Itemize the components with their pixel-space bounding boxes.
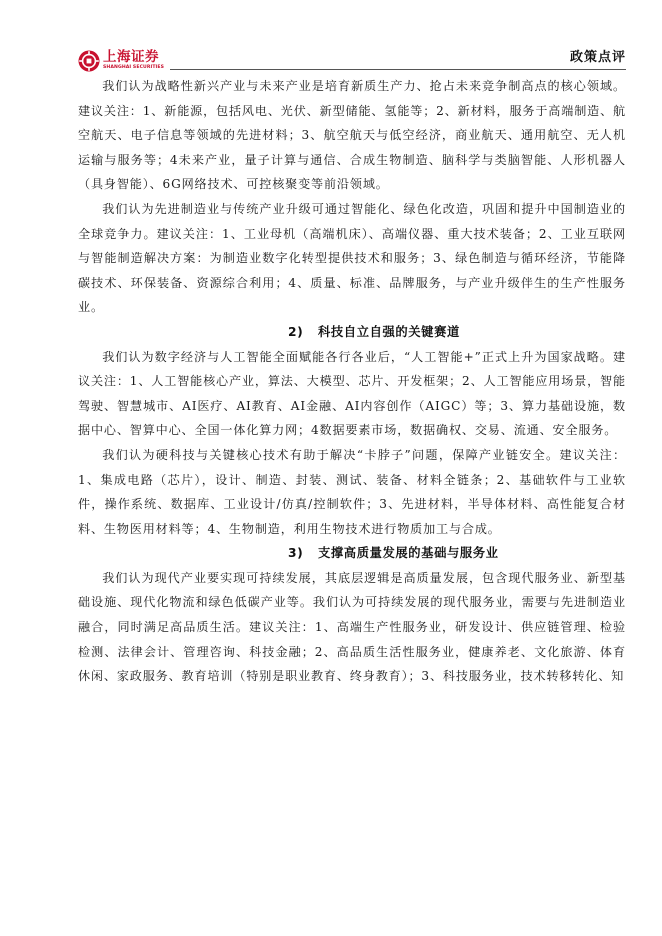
paragraph-emerging-industries: 我们认为战略性新兴产业与未来产业是培育新质生产力、抢占未来竞争制高点的核心领域。建议关注：1、新能源，包括风电、光伏、新型储能、氢能等；2、新材料，服务于高端制造、航空航天、电子信息等领域的先进材料；3、航空航天与低空经济，商业航天、通用航空、无人机运输与服务等；4未来产业，量子计算与通信、合成生物制造、脑科学与类脑智能、人形机器人（具身智能）、6G网络技术、可控核聚变等前沿领域。 (78, 79, 626, 192)
report-body (78, 74, 626, 689)
section-heading-3-title: 支撑高质量发展的基础与服务业 (318, 546, 499, 561)
company-logo (78, 50, 164, 72)
paragraph-advanced-manufacturing: 我们认为先进制造业与传统产业升级可通过智能化、绿色化改造，巩固和提升中国制造业的全球竞争力。建议关注：1、工业母机（高端机床）、高端仪器、重大技术装备；2、工业互联网与智能制造解决方案：为制造业数字化转型提供技术和服务；3、绿色制造与循环经济，节能降碳技术、环保装备、资源综合利用；4、质量、标准、品牌服务，与产业升级伴生的生产性服务业。 (78, 201, 626, 315)
paragraph-modern-services: 我们认为现代产业要实现可持续发展，其底层逻辑是高质量发展，包含现代服务业、新型基础设施、现代化物流和绿色低碳产业等。我们认为可持续发展的现代服务业，需要与先进制造业融合，同时满足高品质生活。建议关注：1、高端生产性服务业，研发设计、供应链管理、检验检测、法律会计、管理咨询、科技金融；2、高品质生活性服务业，健康养老、文化旅游、体育休闲、家政服务、教育培训（特别是职业教育、终身教育）；3、科技服务业，技术转移转化、知 (78, 570, 626, 684)
report-type-label: 政策点评 (569, 50, 626, 65)
paragraph-digital-economy-ai: 我们认为数字经济与人工智能全面赋能各行各业后，“人工智能+”正式上升为国家战略。建议关注：1、人工智能核心产业，算法、大模型、芯片、开发框架；2、人工智能应用场景，智能驾驶、智慧城市、AI医疗、AI教育、AI金融、AI内容创作（AIGC）等；3、算力基础设施，数据中心、智算中心、全国一体化算力网；4数据要素市场，数据确权、交易、流通、安全服务。 (78, 349, 626, 438)
section-heading-3-number: 3) (288, 546, 304, 561)
section-heading-2-number: 2) (288, 324, 304, 339)
section-heading-3 (78, 541, 626, 566)
page-header (78, 44, 626, 74)
header-divider (170, 69, 626, 70)
logo-english-name: SHANGHAI SECURITIES (103, 65, 165, 71)
logo-chinese-name: 上海证券 (103, 48, 159, 65)
section-heading-2-title: 科技自立自强的关键赛道 (318, 324, 460, 339)
section-heading-2 (78, 320, 626, 345)
paragraph-hard-tech: 我们认为硬科技与关键核心技术有助于解决“卡脖子”问题，保障产业链安全。建议关注：1、集成电路（芯片），设计、制造、封装、测试、装备、材料全链条；2、基础软件与工业软件，操作系统、数据库、工业设计/仿真/控制软件；3、先进材料，半导体材料、高性能复合材料、生物医用材料等；4、生物制造，利用生物技术进行物质加工与合成。 (78, 447, 626, 536)
shanghai-securities-logo-icon (78, 50, 100, 72)
